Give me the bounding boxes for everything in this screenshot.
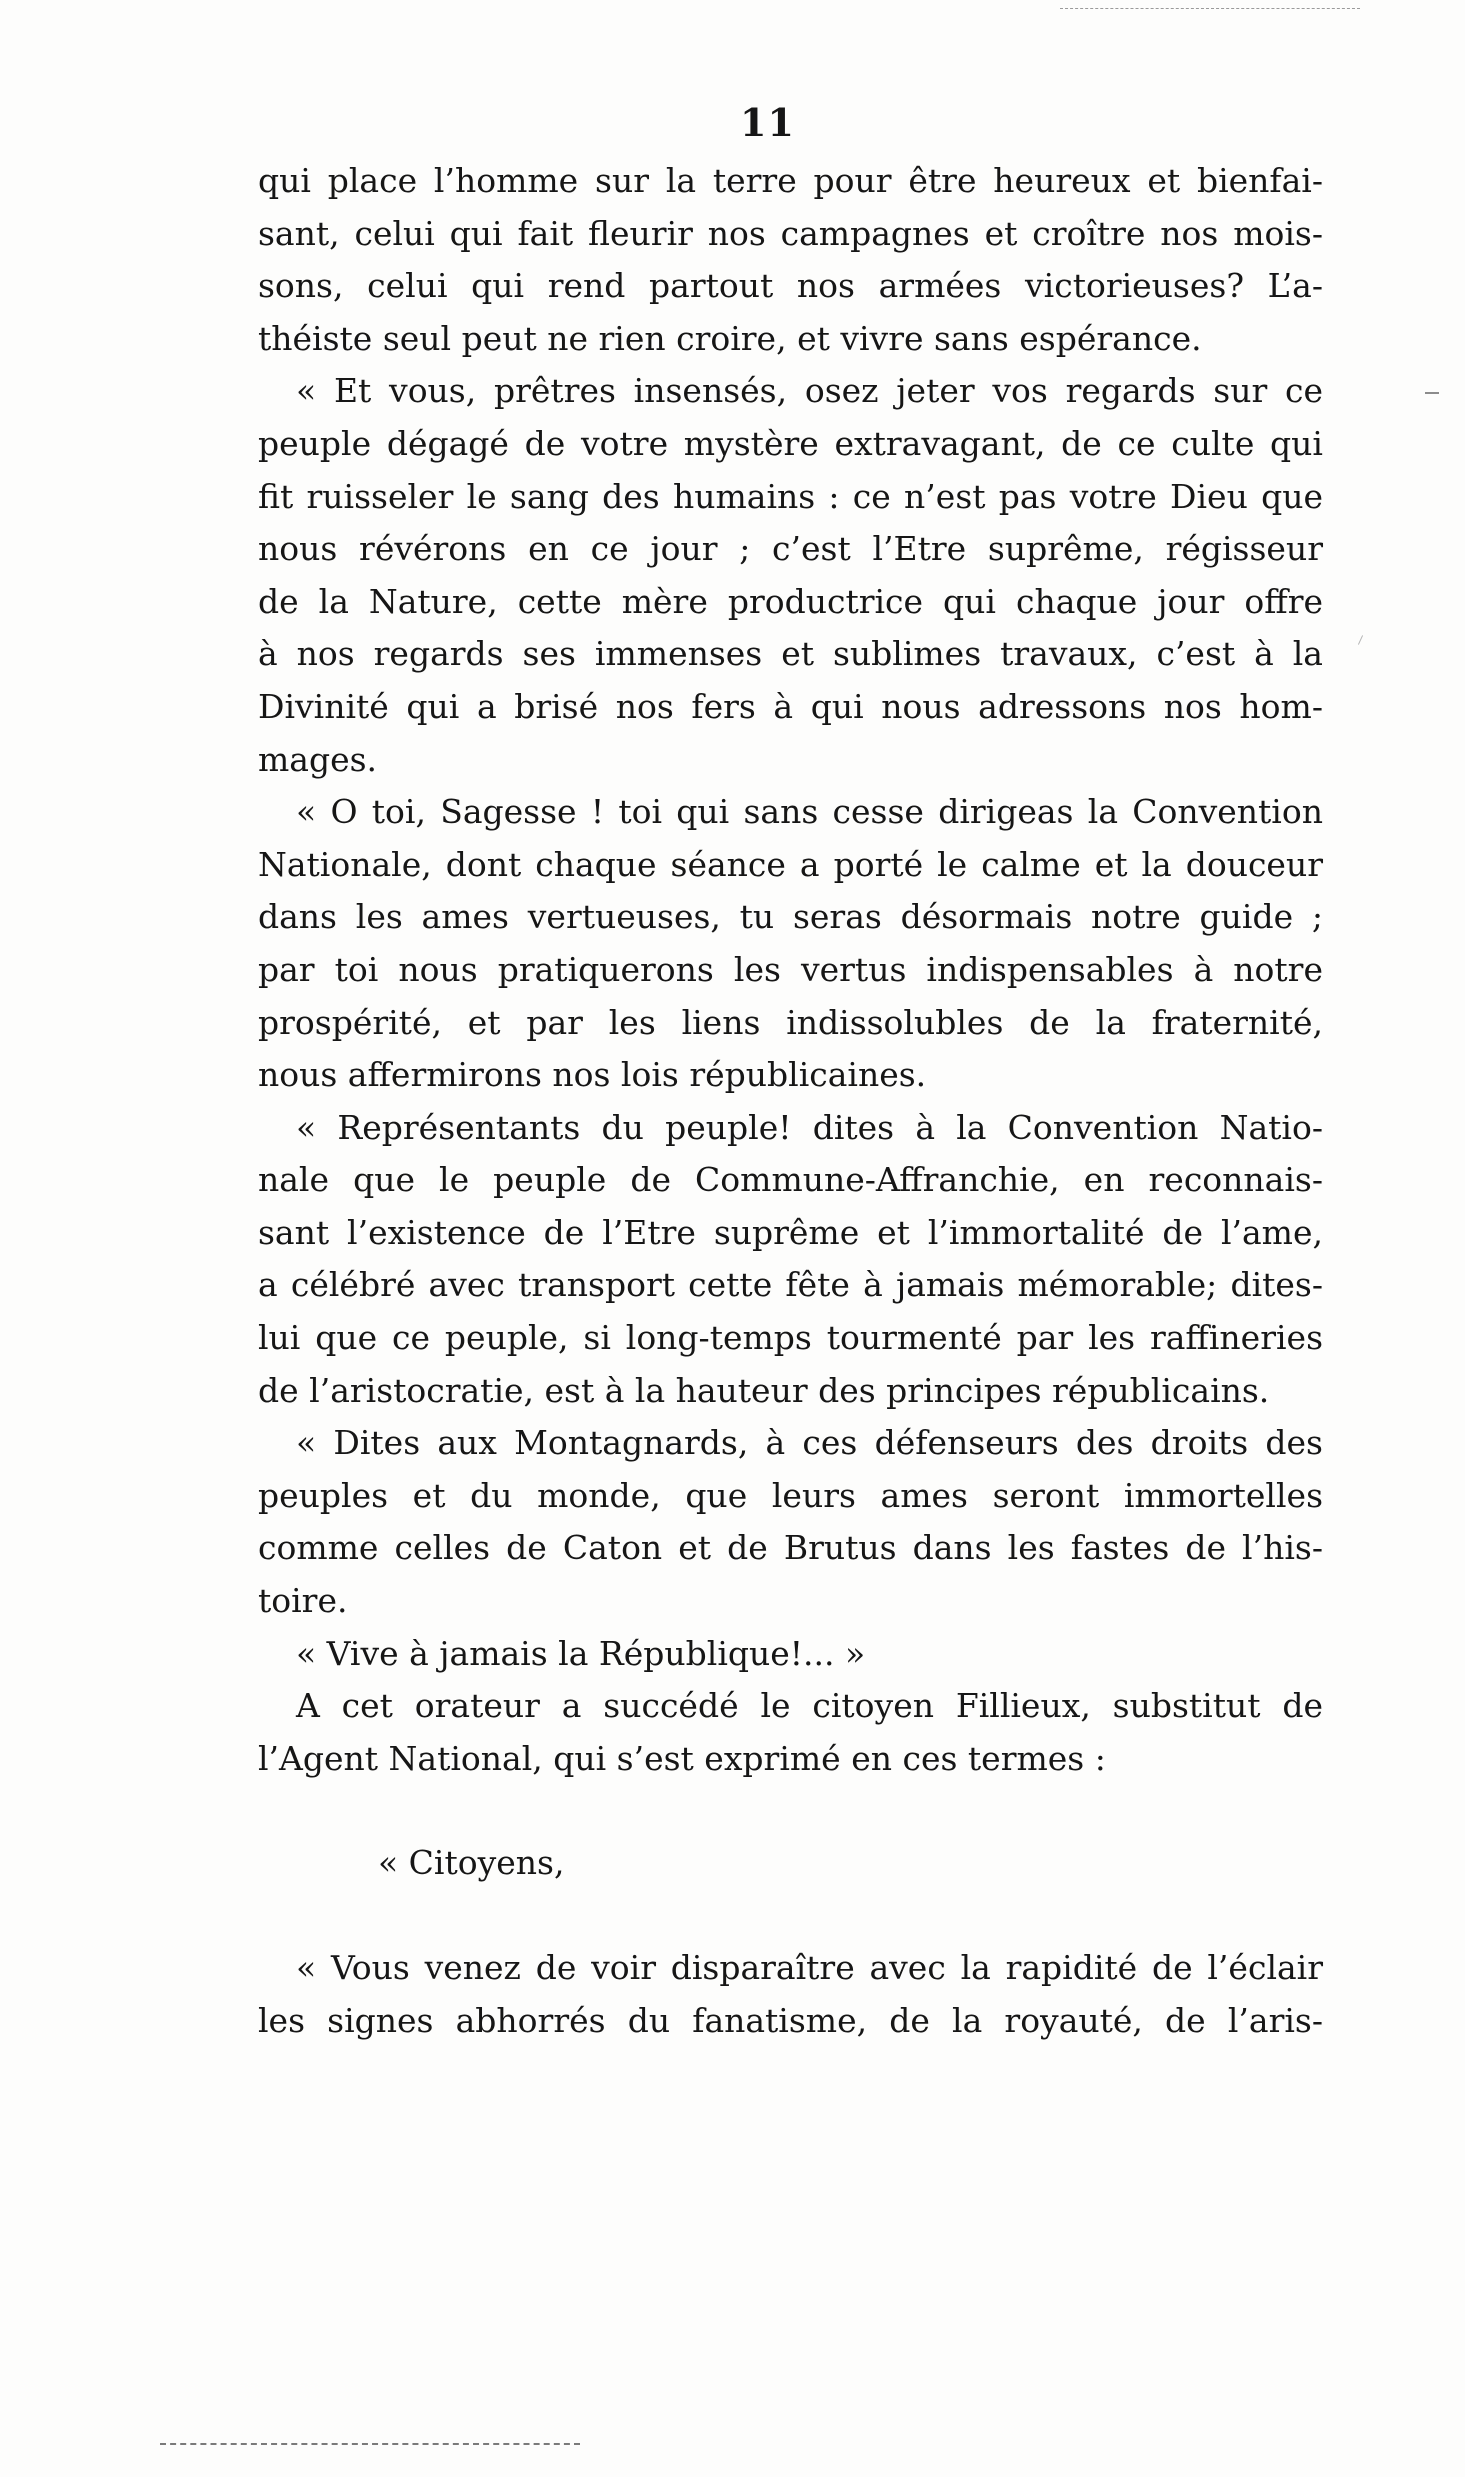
text-line: qui place l’homme sur la terre pour être heureux et bienfai- [258, 161, 1323, 200]
text-line: nous affermirons nos lois républicaines. [258, 1055, 927, 1095]
text-line: les signes abhorrés du fanatisme, de la royauté, de l’aris- [258, 2000, 1323, 2040]
text-line: « Et vous, prêtres insensés, osez jeter vos regards sur ce [296, 371, 1323, 411]
text-line: mages. [258, 739, 378, 779]
text-line: lui que ce peuple, si long-temps tourmenté par les raffineries [258, 1318, 1323, 1358]
text-line: théiste seul peut ne rien croire, et vivre sans espérance. [258, 318, 1202, 358]
text-line: « Dites aux Montagnards, à ces défenseurs des droits des [296, 1423, 1323, 1463]
text-line: peuples et du monde, que leurs ames seront immortelles [258, 1475, 1323, 1515]
text-line: « O toi, Sagesse ! toi qui sans cesse dirigeas la Convention [296, 792, 1323, 832]
margin-tick [1358, 635, 1363, 644]
text-line: nale que le peuple de Commune-Affranchie, en reconnais- [258, 1160, 1323, 1200]
page-number: 11 [740, 100, 795, 145]
main-text-lines [258, 155, 1323, 1785]
text-line: « Représentants du peuple! dites à la Convention Natio- [296, 1107, 1323, 1147]
text-line: peuple dégagé de votre mystère extravagant, de ce culte qui [258, 423, 1323, 463]
text-line: nous révérons en ce jour ; c’est l’Etre suprême, régisseur [258, 529, 1323, 569]
margin-mark [1425, 392, 1439, 394]
spacing [258, 1785, 1323, 1837]
text-line: sant, celui qui fait fleurir nos campagnes et croître nos mois- [258, 213, 1323, 253]
bottom-edge-rule [160, 2443, 580, 2445]
text-line: par toi nous pratiquerons les vertus indispensables à notre [258, 949, 1323, 989]
body-text [258, 155, 1323, 2047]
text-line: a célébré avec transport cette fête à jamais mémorable; dites- [258, 1265, 1323, 1305]
text-line: sons, celui qui rend partout nos armées victorieuses? L’a- [258, 266, 1323, 306]
text-line: toire. [258, 1581, 348, 1621]
top-edge-rule [1060, 8, 1360, 9]
text-line: à nos regards ses immenses et sublimes travaux, c’est à la [258, 634, 1323, 674]
text-line: Divinité qui a brisé nos fers à qui nous adressons nos hom- [258, 686, 1323, 726]
text-line: comme celles de Caton et de Brutus dans les fastes de l’his- [258, 1528, 1323, 1568]
text-line: de l’aristocratie, est à la hauteur des principes républicains. [258, 1370, 1270, 1410]
salutation: « Citoyens, [378, 1843, 565, 1883]
text-line: l’Agent National, qui s’est exprimé en ces termes : [258, 1738, 1106, 1778]
text-line: de la Nature, cette mère productrice qui chaque jour offre [258, 581, 1323, 621]
spacing [258, 1890, 1323, 1942]
text-line: dans les ames vertueuses, tu seras désormais notre guide ; [258, 897, 1323, 937]
closing-text-lines [258, 1942, 1323, 2047]
text-line: prospérité, et par les liens indissolubles de la fraternité, [258, 1002, 1323, 1042]
text-line: A cet orateur a succédé le citoyen Fillieux, substitut de [296, 1686, 1323, 1726]
text-line: sant l’existence de l’Etre suprême et l’immortalité de l’ame, [258, 1212, 1323, 1252]
text-line: fit ruisseler le sang des humains : ce n’est pas votre Dieu que [258, 476, 1323, 516]
text-line: « Vive à jamais la République!... » [296, 1633, 866, 1673]
text-line: Nationale, dont chaque séance a porté le calme et la douceur [258, 844, 1323, 884]
text-line: « Vous venez de voir disparaître avec la rapidité de l’éclair [296, 1948, 1323, 1987]
